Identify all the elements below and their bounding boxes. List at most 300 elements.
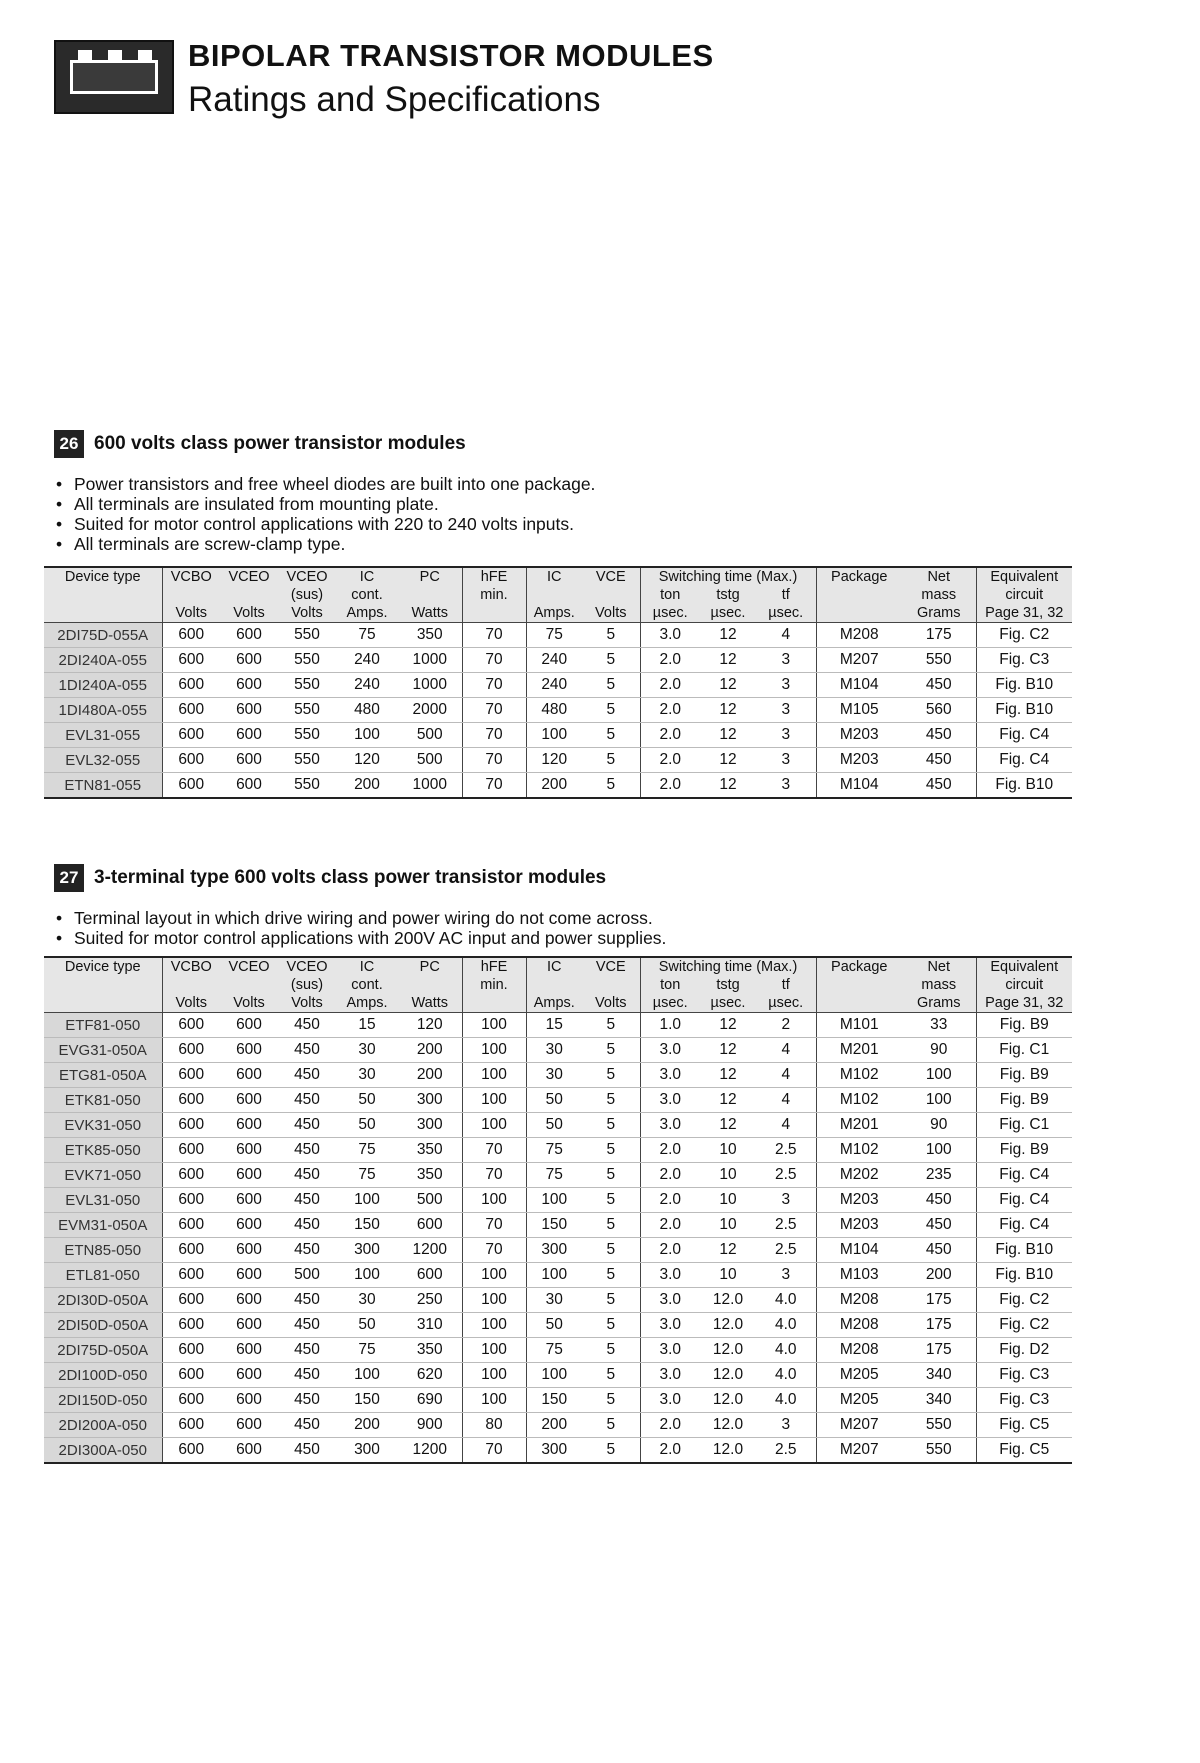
table-row: [44, 1263, 1072, 1288]
equivalent-circuit-cell: Fig. D2: [976, 1338, 1072, 1363]
pc-cell: 500: [398, 1188, 462, 1213]
tf-cell: 4: [756, 1113, 816, 1138]
equivalent-circuit-cell: Fig. B9: [976, 1013, 1072, 1038]
vceo-sus-cell: 450: [278, 1213, 336, 1238]
net-mass-cell: 175: [902, 623, 976, 648]
vcbo-cell: 600: [162, 1338, 220, 1363]
table-row: [44, 748, 1072, 773]
device-type-cell: EVL31-050: [44, 1188, 162, 1213]
equivalent-circuit-cell: Fig. B10: [976, 673, 1072, 698]
vceo-cell: 600: [220, 1163, 278, 1188]
equivalent-circuit-cell: Fig. B10: [976, 773, 1072, 799]
equivalent-circuit-cell: Fig. C3: [976, 1388, 1072, 1413]
package-cell: M208: [816, 1288, 902, 1313]
package-cell: M102: [816, 1088, 902, 1113]
vcbo-cell: 600: [162, 1038, 220, 1063]
section-title: 600 volts class power transistor modules: [94, 433, 466, 454]
vceo-sub: [220, 586, 278, 604]
ic-test-cell: 240: [526, 648, 582, 673]
section-26: [54, 430, 595, 554]
tstg-cell: 12.0: [700, 1338, 756, 1363]
table-row: [44, 1213, 1072, 1238]
tstg-cell: 12.0: [700, 1313, 756, 1338]
ton-cell: 1.0: [640, 1013, 700, 1038]
hfe-min-cell: 70: [462, 1238, 526, 1263]
ic-cont-cell: 120: [336, 748, 398, 773]
table-row: [44, 673, 1072, 698]
tstg-header: tstg: [700, 976, 756, 994]
vce-cell: 5: [582, 1163, 640, 1188]
ic-test-header: IC: [526, 957, 582, 976]
hfe-min-cell: 100: [462, 1388, 526, 1413]
device-type-cell: 2DI50D-050A: [44, 1313, 162, 1338]
tstg-cell: 12: [700, 748, 756, 773]
device-header-unit: [44, 604, 162, 623]
tstg-cell: 10: [700, 1163, 756, 1188]
ic-test-cell: 240: [526, 673, 582, 698]
vceo-cell: 600: [220, 1213, 278, 1238]
hfe-min-cell: 100: [462, 1363, 526, 1388]
table-row: [44, 1038, 1072, 1063]
mass-sub: mass: [902, 586, 976, 604]
hfe-min-cell: 100: [462, 1088, 526, 1113]
equivalent-circuit-cell: Fig. C3: [976, 648, 1072, 673]
tstg-cell: 12: [700, 723, 756, 748]
ic-test-cell: 15: [526, 1013, 582, 1038]
pc-cell: 900: [398, 1413, 462, 1438]
tstg-cell: 12.0: [700, 1388, 756, 1413]
vcbo-cell: 600: [162, 773, 220, 799]
vce-header: VCE: [582, 957, 640, 976]
vceo-sus-cell: 550: [278, 673, 336, 698]
vce-cell: 5: [582, 1313, 640, 1338]
bullet-item: • Terminal layout in which drive wiring and power wiring do not come across.: [54, 908, 666, 928]
net-mass-cell: 100: [902, 1138, 976, 1163]
net-mass-cell: 200: [902, 1263, 976, 1288]
vceo-sus-cell: 450: [278, 1313, 336, 1338]
hfe-min-cell: 70: [462, 723, 526, 748]
tf-cell: 3: [756, 1413, 816, 1438]
tstg-cell: 12: [700, 1063, 756, 1088]
tf-cell: 3: [756, 1263, 816, 1288]
table-row: [44, 1313, 1072, 1338]
package-unit: [816, 604, 902, 623]
pc-cell: 500: [398, 748, 462, 773]
package-sub: [816, 976, 902, 994]
tstg-cell: 12: [700, 1113, 756, 1138]
vcbo-unit: Volts: [162, 994, 220, 1013]
tf-cell: 2.5: [756, 1138, 816, 1163]
pc-cell: 1000: [398, 673, 462, 698]
vceo-cell: 600: [220, 1188, 278, 1213]
table-row: [44, 1088, 1072, 1113]
ton-cell: 2.0: [640, 1438, 700, 1464]
pc-cell: 2000: [398, 698, 462, 723]
package-cell: M104: [816, 673, 902, 698]
pc-header: PC: [398, 567, 462, 586]
hfe-min-cell: 70: [462, 1163, 526, 1188]
vce-cell: 5: [582, 1388, 640, 1413]
equivalent-circuit-cell: Fig. B10: [976, 1263, 1072, 1288]
bullet-item: • All terminals are screw-clamp type.: [54, 534, 595, 554]
ic-test-sub: [526, 586, 582, 604]
device-type-cell: ETN85-050: [44, 1238, 162, 1263]
package-header: Package: [816, 567, 902, 586]
vceo-cell: 600: [220, 1388, 278, 1413]
ic-test-unit: Amps.: [526, 994, 582, 1013]
net-mass-cell: 90: [902, 1113, 976, 1138]
pc-cell: 350: [398, 1138, 462, 1163]
ton-cell: 2.0: [640, 773, 700, 799]
vceo-cell: 600: [220, 1088, 278, 1113]
package-cell: M104: [816, 1238, 902, 1263]
ic-unit: Amps.: [336, 604, 398, 623]
hfe-unit: [462, 604, 526, 623]
hfe-min-cell: 100: [462, 1338, 526, 1363]
equivalent-circuit-cell: Fig. C1: [976, 1038, 1072, 1063]
vceo-sus-cell: 450: [278, 1363, 336, 1388]
device-type-cell: EVM31-050A: [44, 1213, 162, 1238]
vceo-sub: [220, 976, 278, 994]
ton-cell: 3.0: [640, 1363, 700, 1388]
tstg-cell: 12: [700, 1088, 756, 1113]
tf-unit: µsec.: [756, 994, 816, 1013]
hfe-min-cell: 70: [462, 1213, 526, 1238]
tstg-cell: 12: [700, 1038, 756, 1063]
vcbo-cell: 600: [162, 1188, 220, 1213]
pc-unit: Watts: [398, 994, 462, 1013]
tstg-cell: 12.0: [700, 1363, 756, 1388]
pc-cell: 1200: [398, 1238, 462, 1263]
tf-cell: 2.5: [756, 1213, 816, 1238]
table-row: [44, 1013, 1072, 1038]
tf-cell: 4.0: [756, 1338, 816, 1363]
device-type-cell: 2DI75D-055A: [44, 623, 162, 648]
ton-cell: 2.0: [640, 673, 700, 698]
hfe-header: hFE: [462, 567, 526, 586]
table-row: [44, 648, 1072, 673]
vceo-sus-unit: Volts: [278, 994, 336, 1013]
hfe-min-cell: 70: [462, 1138, 526, 1163]
package-cell: M103: [816, 1263, 902, 1288]
device-type-cell: EVL32-055: [44, 748, 162, 773]
vceo-sus-cell: 550: [278, 698, 336, 723]
equivalent-circuit-cell: Fig. B10: [976, 1238, 1072, 1263]
ic-cont-cell: 240: [336, 673, 398, 698]
vcbo-cell: 600: [162, 1313, 220, 1338]
ic-cont-cell: 480: [336, 698, 398, 723]
hfe-min-cell: 100: [462, 1313, 526, 1338]
ton-cell: 2.0: [640, 1138, 700, 1163]
net-mass-cell: 175: [902, 1313, 976, 1338]
ton-cell: 2.0: [640, 698, 700, 723]
package-cell: M203: [816, 1213, 902, 1238]
vce-sub: [582, 586, 640, 604]
vce-cell: 5: [582, 1013, 640, 1038]
table-row: [44, 1113, 1072, 1138]
vce-cell: 5: [582, 648, 640, 673]
package-cell: M208: [816, 623, 902, 648]
tf-cell: 3: [756, 773, 816, 799]
vce-cell: 5: [582, 1063, 640, 1088]
device-type-cell: ETK81-050: [44, 1088, 162, 1113]
ton-cell: 2.0: [640, 1213, 700, 1238]
tstg-cell: 12.0: [700, 1438, 756, 1464]
vcbo-cell: 600: [162, 1113, 220, 1138]
vceo-header: VCEO: [220, 957, 278, 976]
vcbo-cell: 600: [162, 1238, 220, 1263]
vce-cell: 5: [582, 1338, 640, 1363]
package-unit: [816, 994, 902, 1013]
equivalent-circuit-header: Equivalent: [976, 567, 1072, 586]
pc-cell: 250: [398, 1288, 462, 1313]
ic-cont-cell: 100: [336, 723, 398, 748]
ic-cont-cell: 30: [336, 1038, 398, 1063]
pc-sub: [398, 976, 462, 994]
section-number-badge: 27: [54, 864, 84, 892]
vceo-cell: 600: [220, 1063, 278, 1088]
vce-cell: 5: [582, 1438, 640, 1464]
tstg-cell: 10: [700, 1188, 756, 1213]
vceo-sus-cell: 550: [278, 623, 336, 648]
tf-cell: 4.0: [756, 1288, 816, 1313]
vcbo-sub: [162, 586, 220, 604]
vceo-cell: 600: [220, 648, 278, 673]
tf-cell: 4.0: [756, 1363, 816, 1388]
device-type-cell: ETG81-050A: [44, 1063, 162, 1088]
vceo-sus-cell: 450: [278, 1188, 336, 1213]
equivalent-circuit-cell: Fig. C5: [976, 1438, 1072, 1464]
net-mass-cell: 550: [902, 1438, 976, 1464]
net-mass-cell: 450: [902, 748, 976, 773]
vceo-cell: 600: [220, 1438, 278, 1464]
net-mass-cell: 175: [902, 1288, 976, 1313]
equivalent-circuit-cell: Fig. B9: [976, 1088, 1072, 1113]
vce-cell: 5: [582, 723, 640, 748]
tstg-cell: 12: [700, 623, 756, 648]
ic-test-cell: 200: [526, 1413, 582, 1438]
ton-cell: 2.0: [640, 1163, 700, 1188]
pc-cell: 200: [398, 1038, 462, 1063]
ic-test-cell: 75: [526, 1338, 582, 1363]
device-type-cell: 2DI300A-050: [44, 1438, 162, 1464]
net-mass-cell: 450: [902, 1238, 976, 1263]
package-cell: M105: [816, 698, 902, 723]
hfe-min-cell: 70: [462, 673, 526, 698]
ic-test-cell: 150: [526, 1213, 582, 1238]
vceo-header: VCEO: [220, 567, 278, 586]
ic-cont-cell: 100: [336, 1188, 398, 1213]
vceo-sus-cell: 550: [278, 723, 336, 748]
equivalent-circuit-cell: Fig. B9: [976, 1138, 1072, 1163]
mass-header: Net: [902, 567, 976, 586]
table-row: [44, 1163, 1072, 1188]
ic-cont-cell: 100: [336, 1363, 398, 1388]
device-type-cell: 2DI30D-050A: [44, 1288, 162, 1313]
pc-cell: 1000: [398, 773, 462, 799]
pc-cell: 310: [398, 1313, 462, 1338]
equivalent-circuit-header: Equivalent: [976, 957, 1072, 976]
package-cell: M205: [816, 1363, 902, 1388]
hfe-min-cell: 100: [462, 1113, 526, 1138]
pc-cell: 300: [398, 1113, 462, 1138]
vcbo-cell: 600: [162, 1088, 220, 1113]
ic-test-header: IC: [526, 567, 582, 586]
net-mass-cell: 100: [902, 1088, 976, 1113]
tstg-cell: 12: [700, 773, 756, 799]
tf-cell: 2.5: [756, 1163, 816, 1188]
vcbo-cell: 600: [162, 1013, 220, 1038]
vceo-cell: 600: [220, 673, 278, 698]
vcbo-header: VCBO: [162, 567, 220, 586]
ic-test-cell: 480: [526, 698, 582, 723]
device-type-cell: 2DI200A-050: [44, 1413, 162, 1438]
net-mass-cell: 450: [902, 673, 976, 698]
ic-test-cell: 75: [526, 623, 582, 648]
vceo-sus-cell: 450: [278, 1413, 336, 1438]
tf-cell: 4: [756, 1063, 816, 1088]
ic-cont-cell: 50: [336, 1113, 398, 1138]
section-27: [54, 864, 666, 948]
device-header: Device type: [44, 957, 162, 976]
net-mass-cell: 235: [902, 1163, 976, 1188]
tf-cell: 2.5: [756, 1238, 816, 1263]
vce-cell: 5: [582, 1263, 640, 1288]
device-type-cell: 1DI240A-055: [44, 673, 162, 698]
table-row: [44, 1238, 1072, 1263]
hfe-min-cell: 100: [462, 1188, 526, 1213]
vceo-unit: Volts: [220, 994, 278, 1013]
vcbo-cell: 600: [162, 723, 220, 748]
mass-header: Net: [902, 957, 976, 976]
vcbo-cell: 600: [162, 1063, 220, 1088]
vce-cell: 5: [582, 698, 640, 723]
vce-cell: 5: [582, 1113, 640, 1138]
ic-test-cell: 50: [526, 1113, 582, 1138]
vceo-cell: 600: [220, 1138, 278, 1163]
ton-cell: 2.0: [640, 1238, 700, 1263]
bullet-list: [54, 474, 595, 554]
vceo-sus-cell: 450: [278, 1338, 336, 1363]
vceo-sus-cell: 450: [278, 1138, 336, 1163]
vce-unit: Volts: [582, 604, 640, 623]
device-type-cell: EVK71-050: [44, 1163, 162, 1188]
vcbo-cell: 600: [162, 1138, 220, 1163]
ic-test-sub: [526, 976, 582, 994]
net-mass-cell: 450: [902, 1188, 976, 1213]
ton-cell: 3.0: [640, 1088, 700, 1113]
vceo-sus-cell: 450: [278, 1038, 336, 1063]
vce-cell: 5: [582, 1363, 640, 1388]
vceo-cell: 600: [220, 1413, 278, 1438]
vceo-sus-cell: 450: [278, 1438, 336, 1464]
module-logo-icon: [54, 40, 174, 114]
vceo-sus-cell: 550: [278, 748, 336, 773]
package-cell: M207: [816, 1438, 902, 1464]
vceo-cell: 600: [220, 723, 278, 748]
tf-cell: 3: [756, 723, 816, 748]
ic-test-cell: 75: [526, 1163, 582, 1188]
hfe-min-cell: 70: [462, 698, 526, 723]
equivalent-circuit-cell: Fig. C4: [976, 1213, 1072, 1238]
bullet-item: • Suited for motor control applications with 200V AC input and power supplies.: [54, 928, 666, 948]
vce-cell: 5: [582, 1088, 640, 1113]
device-type-cell: 2DI150D-050: [44, 1388, 162, 1413]
package-cell: M102: [816, 1063, 902, 1088]
tstg-cell: 10: [700, 1213, 756, 1238]
tstg-cell: 12.0: [700, 1413, 756, 1438]
hfe-min-cell: 70: [462, 623, 526, 648]
switching-time-header: Switching time (Max.): [640, 567, 816, 586]
tstg-cell: 12: [700, 1238, 756, 1263]
tf-header: tf: [756, 976, 816, 994]
pc-cell: 350: [398, 623, 462, 648]
vceo-cell: 600: [220, 773, 278, 799]
equivalent-circuit-cell: Fig. C2: [976, 623, 1072, 648]
ic-cont-cell: 30: [336, 1063, 398, 1088]
ic-test-unit: Amps.: [526, 604, 582, 623]
ic-test-cell: 30: [526, 1288, 582, 1313]
vceo-sus-cell: 500: [278, 1263, 336, 1288]
package-cell: M104: [816, 773, 902, 799]
vce-cell: 5: [582, 1213, 640, 1238]
tstg-cell: 12: [700, 698, 756, 723]
table-row: [44, 698, 1072, 723]
vce-cell: 5: [582, 1038, 640, 1063]
ton-unit: µsec.: [640, 604, 700, 623]
tstg-unit: µsec.: [700, 994, 756, 1013]
package-cell: M203: [816, 1188, 902, 1213]
vcbo-cell: 600: [162, 1413, 220, 1438]
tf-cell: 3: [756, 648, 816, 673]
table-row: [44, 623, 1072, 648]
section-number-badge: 26: [54, 430, 84, 458]
package-cell: M203: [816, 723, 902, 748]
ton-cell: 3.0: [640, 1388, 700, 1413]
equivalent-circuit-cell: Fig. C2: [976, 1288, 1072, 1313]
equivalent-circuit-cell: Fig. C4: [976, 1163, 1072, 1188]
table-row: [44, 1363, 1072, 1388]
vceo-cell: 600: [220, 1313, 278, 1338]
vceo-cell: 600: [220, 1238, 278, 1263]
package-cell: M205: [816, 1388, 902, 1413]
pc-cell: 200: [398, 1063, 462, 1088]
vcbo-cell: 600: [162, 1263, 220, 1288]
vcbo-cell: 600: [162, 1438, 220, 1464]
vceo-sus-cell: 450: [278, 1288, 336, 1313]
package-cell: M208: [816, 1313, 902, 1338]
bullet-item: • Suited for motor control applications with 220 to 240 volts inputs.: [54, 514, 595, 534]
bullet-item: • All terminals are insulated from mounting plate.: [54, 494, 595, 514]
ic-header: IC: [336, 957, 398, 976]
vceo-cell: 600: [220, 623, 278, 648]
vce-cell: 5: [582, 673, 640, 698]
ic-cont-cell: 75: [336, 1138, 398, 1163]
table-row: [44, 1388, 1072, 1413]
vceo-sus-cell: 450: [278, 1163, 336, 1188]
ic-cont-cell: 150: [336, 1388, 398, 1413]
equivalent-circuit-page: Page 31, 32: [976, 994, 1072, 1013]
ic-test-cell: 100: [526, 723, 582, 748]
vcbo-cell: 600: [162, 748, 220, 773]
vce-cell: 5: [582, 773, 640, 799]
vceo-sus-cell: 450: [278, 1113, 336, 1138]
mass-unit: Grams: [902, 994, 976, 1013]
vceo-sus-cell: 450: [278, 1063, 336, 1088]
net-mass-cell: 450: [902, 723, 976, 748]
equivalent-circuit-cell: Fig. C4: [976, 723, 1072, 748]
ic-cont-cell: 200: [336, 773, 398, 799]
